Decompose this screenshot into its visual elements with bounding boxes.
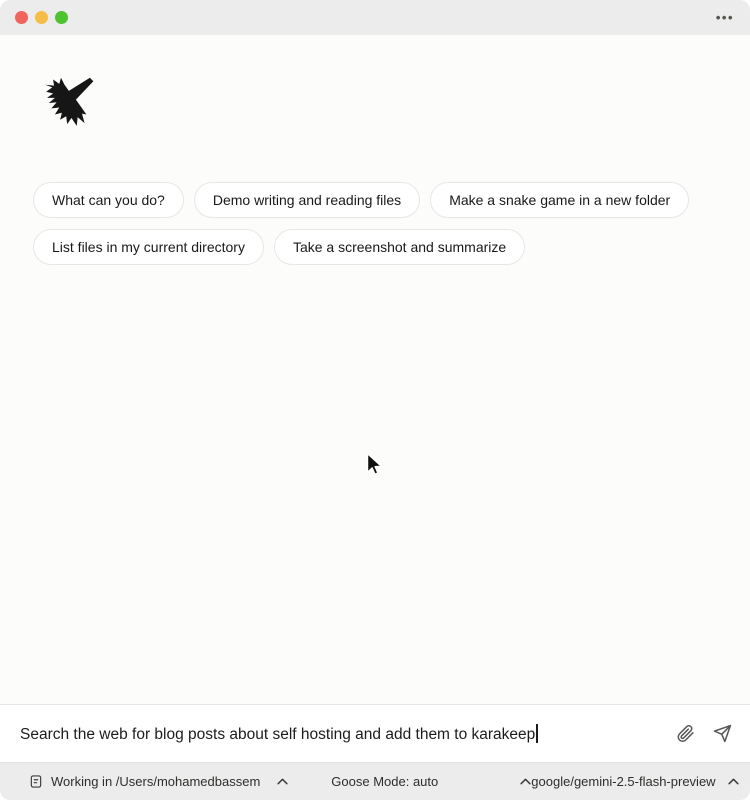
- paperclip-icon[interactable]: [674, 723, 696, 745]
- working-directory-label: Working in /Users/mohamedbassem: [51, 774, 261, 789]
- text-caret: [536, 724, 538, 743]
- chat-input[interactable]: [20, 724, 660, 744]
- model-selector[interactable]: [531, 763, 750, 800]
- goose-mode-label: Goose Mode: auto: [331, 774, 439, 789]
- more-options-icon[interactable]: •••: [715, 10, 734, 25]
- suggestion-chip-screenshot[interactable]: Take a screenshot and summarize: [274, 229, 525, 265]
- main-content: [0, 35, 750, 704]
- composer-actions: [674, 723, 733, 745]
- minimize-window-button[interactable]: [35, 11, 48, 24]
- chat-input-misspelled-word: karakeep: [472, 726, 536, 744]
- suggestion-chips: [33, 182, 722, 265]
- chevron-up-icon: [520, 778, 531, 785]
- mouse-cursor-icon: [363, 452, 385, 478]
- chevron-up-icon: [277, 778, 288, 785]
- traffic-lights: [15, 11, 68, 24]
- suggestion-chip-snake-game[interactable]: Make a snake game in a new folder: [430, 182, 689, 218]
- file-text-icon: [29, 774, 43, 789]
- suggestion-chip-list-files[interactable]: List files in my current directory: [33, 229, 264, 265]
- goose-mode-selector[interactable]: [331, 763, 531, 800]
- send-icon[interactable]: [711, 723, 733, 745]
- composer-bar: [0, 704, 750, 762]
- close-window-button[interactable]: [15, 11, 28, 24]
- working-directory-selector[interactable]: [0, 763, 288, 800]
- chevron-up-icon: [728, 778, 739, 785]
- chat-input-text: Search the web for blog posts about self hosting and add them to: [20, 725, 472, 743]
- model-label: google/gemini-2.5-flash-preview: [531, 774, 716, 789]
- window-titlebar: [0, 0, 750, 35]
- suggestion-chip-what-can-you-do[interactable]: What can you do?: [33, 182, 184, 218]
- status-bar: [0, 762, 750, 800]
- goose-logo-icon: [40, 75, 96, 133]
- suggestion-chip-demo-files[interactable]: Demo writing and reading files: [194, 182, 420, 218]
- zoom-window-button[interactable]: [55, 11, 68, 24]
